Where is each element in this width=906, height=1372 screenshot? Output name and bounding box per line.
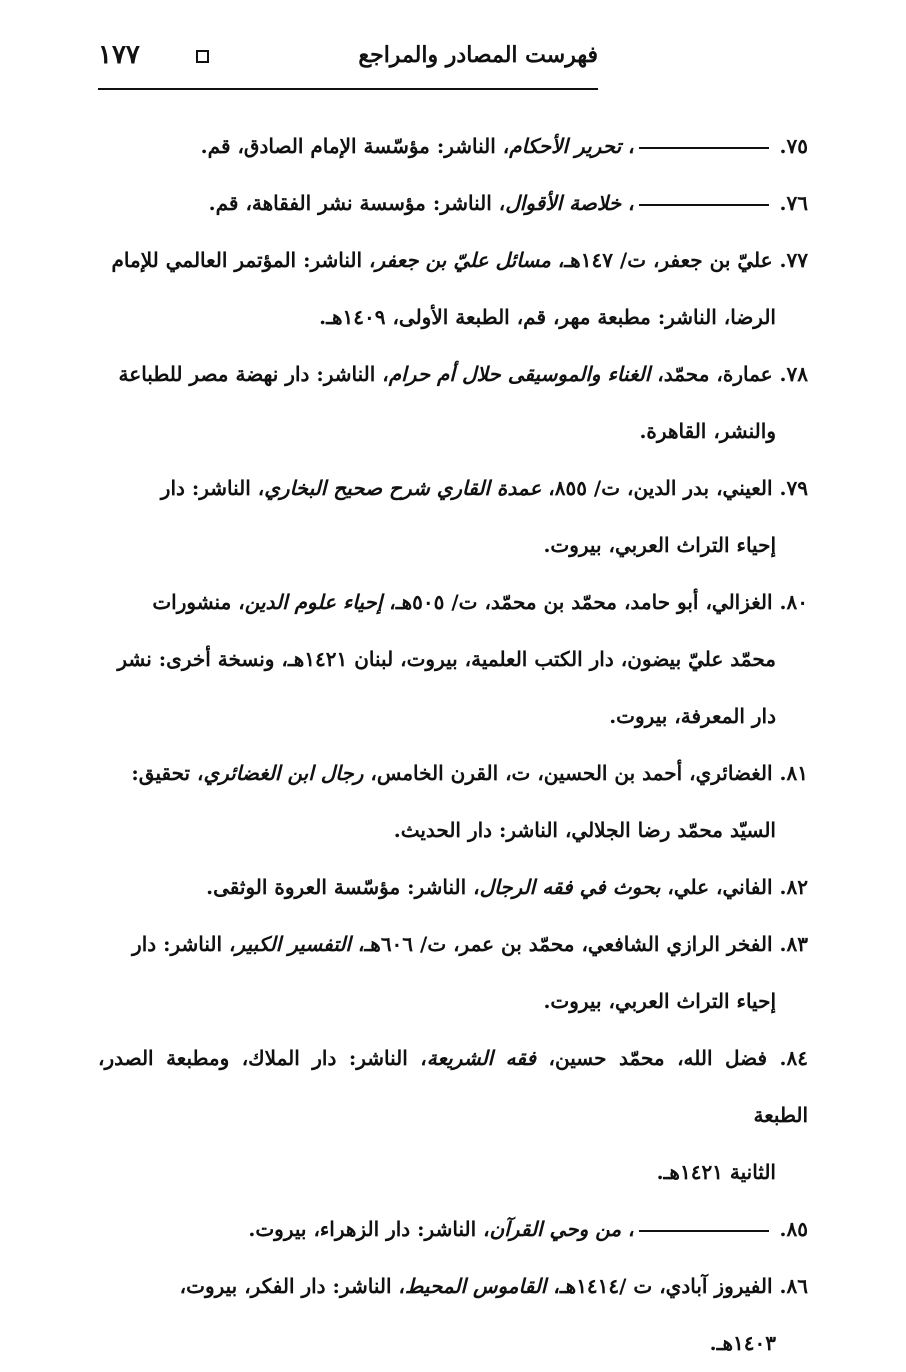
bibliography-list	[98, 118, 808, 1372]
entry-author: عليّ بن جعفر، ت/ ١٤٧هـ،	[550, 248, 773, 272]
repeat-author-dash	[639, 1230, 769, 1232]
entry-author: الفاني، علي،	[660, 875, 773, 899]
page-header	[98, 40, 598, 80]
entry-title: فقه الشريعة	[426, 1046, 537, 1070]
entry-author: العيني، بدر الدين، ت/ ٨٥٥،	[541, 476, 773, 500]
entry-number: ٧٩.	[779, 476, 808, 500]
entry-details: ، الناشر: مؤسسة نشر الفقاهة، قم.	[208, 191, 506, 215]
bibliography-entry	[98, 859, 808, 916]
entry-number: ٧٥.	[779, 134, 808, 158]
entry-title: من وحي القرآن	[489, 1217, 622, 1241]
entry-number: ٧٦.	[779, 191, 808, 215]
entry-number: ٨٥.	[779, 1217, 808, 1241]
entry-number: ٧٨.	[779, 362, 808, 386]
entry-continuation: الرضا، الناشر: مطبعة مهر، قم، الطبعة الأولى، ١٤٠٩هـ.	[319, 305, 776, 329]
bibliography-entry	[98, 175, 808, 232]
bibliography-entry	[98, 1030, 808, 1201]
entry-author: عمارة، محمّد،	[650, 362, 773, 386]
entry-title: التفسير الكبير	[235, 932, 351, 956]
square-ornament-icon	[196, 50, 209, 63]
entry-author: الفخر الرازي الشافعي، محمّد بن عمر، ت/ ٦٠٦هـ،	[350, 932, 773, 956]
entry-title: تحرير الأحكام	[509, 134, 622, 158]
entry-title: بحوث في فقه الرجال	[479, 875, 661, 899]
repeat-author-dash	[639, 147, 769, 149]
entry-title: رجال ابن الغضائري	[203, 761, 364, 785]
entry-number: ٨٦.	[779, 1274, 808, 1298]
entry-details: ، الناشر: دار الزهراء، بيروت.	[248, 1217, 490, 1241]
entry-continuation: والنشر، القاهرة.	[639, 419, 776, 443]
entry-continuation: إحياء التراث العربي، بيروت.	[543, 989, 776, 1013]
entry-number: ٨٠.	[779, 590, 808, 614]
entry-author: فضل الله، محمّد حسين،	[536, 1046, 768, 1070]
entry-number: ٨٤.	[779, 1046, 808, 1070]
entry-separator: ،	[621, 191, 635, 215]
entry-title: القاموس المحيط	[404, 1274, 547, 1298]
entry-author: الغضائري، أحمد بن الحسين، ت، القرن الخامس،	[363, 761, 773, 785]
entry-number: ٨١.	[779, 761, 808, 785]
entry-details: ، الناشر: دار نهضة مصر للطباعة	[118, 362, 389, 386]
bibliography-entry	[98, 745, 808, 859]
entry-details: ، الناشر: مؤسّسة العروة الوثقى.	[206, 875, 480, 899]
entry-author: الفيروز آبادي، ت /١٤١٤هـ،	[546, 1274, 773, 1298]
header-rule	[98, 88, 598, 90]
entry-number: ٧٧.	[779, 248, 808, 272]
entry-separator: ،	[621, 1217, 635, 1241]
bibliography-entry	[98, 916, 808, 1030]
page-number: ١٧٧	[98, 40, 140, 70]
entry-continuation: إحياء التراث العربي، بيروت.	[543, 533, 776, 557]
entry-continuation: الثانية ١٤٢١هـ.	[656, 1160, 776, 1184]
entry-details: ، تحقيق:	[131, 761, 204, 785]
bibliography-entry	[98, 574, 808, 745]
repeat-author-dash	[639, 204, 769, 206]
entry-title: خلاصة الأقوال	[505, 191, 622, 215]
entry-separator: ،	[621, 134, 635, 158]
bibliography-entry	[98, 460, 808, 574]
entry-continuation: السيّد محمّد رضا الجلالي، الناشر: دار الحديث.	[393, 818, 776, 842]
bibliography-entry	[98, 1258, 808, 1372]
entry-number: ٨٣.	[779, 932, 808, 956]
entry-details: ، الناشر: دار	[132, 932, 236, 956]
entry-continuation: محمّد عليّ بيضون، دار الكتب العلمية، بيروت، لبنان ١٤٢١هـ، ونسخة أخرى: نشر	[117, 647, 776, 671]
entry-title: الغناء والموسيقى حلال أم حرام	[388, 362, 651, 386]
entry-number: ٨٢.	[779, 875, 808, 899]
entry-details: ، الناشر: مؤسّسة الإمام الصادق، قم.	[200, 134, 510, 158]
entry-details: ، منشورات	[152, 590, 245, 614]
bibliography-entry	[98, 1201, 808, 1258]
entry-details: ، الناشر: دار	[160, 476, 265, 500]
running-title: فهرست المصادر والمراجع	[358, 42, 598, 68]
entry-details: ، الناشر: المؤتمر العالمي للإمام	[111, 248, 376, 272]
entry-title: إحياء علوم الدين	[244, 590, 383, 614]
entry-author: الغزالي، أبو حامد، محمّد بن محمّد، ت/ ٥٠٥هـ،	[382, 590, 773, 614]
bibliography-entry	[98, 118, 808, 175]
entry-continuation: دار المعرفة، بيروت.	[609, 704, 776, 728]
entry-title: مسائل عليّ بن جعفر	[375, 248, 551, 272]
bibliography-entry	[98, 346, 808, 460]
entry-title: عمدة القاري شرح صحيح البخاري	[264, 476, 542, 500]
entry-continuation: ١٤٠٣هـ.	[709, 1331, 776, 1355]
entry-details: ، الناشر: دار الملاك، ومطبعة الصدر، الطبعة	[98, 1046, 808, 1127]
entry-details: ، الناشر: دار الفكر، بيروت،	[179, 1274, 405, 1298]
bibliography-entry	[98, 232, 808, 346]
